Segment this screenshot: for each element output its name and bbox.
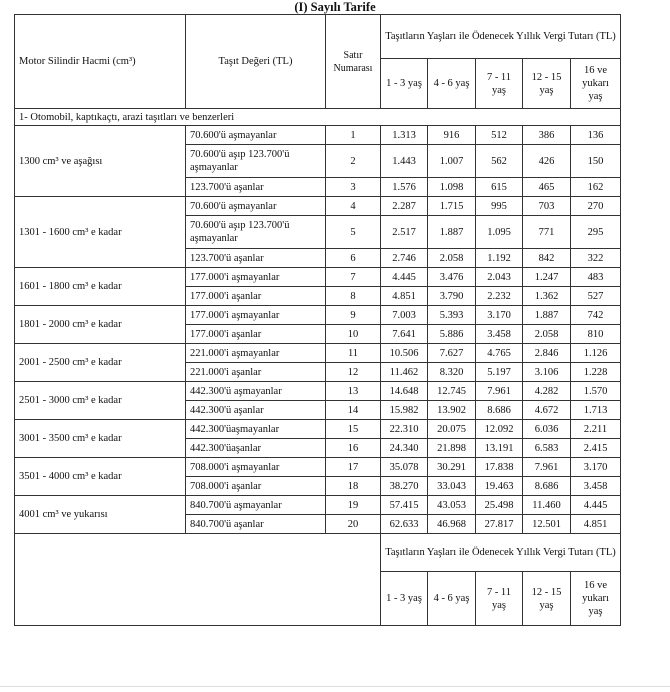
tax-amount-cell: 7.003 bbox=[381, 306, 428, 325]
row-number-cell: 1 bbox=[326, 126, 381, 145]
tax-amount-cell: 24.340 bbox=[381, 439, 428, 458]
tax-amount-cell: 1.570 bbox=[571, 382, 621, 401]
page-bottom-edge bbox=[0, 686, 670, 692]
tax-amount-cell: 386 bbox=[523, 126, 571, 145]
tax-amount-cell: 46.968 bbox=[428, 515, 476, 534]
row-number-cell: 18 bbox=[326, 477, 381, 496]
tax-amount-cell: 15.982 bbox=[381, 401, 428, 420]
tax-amount-cell: 4.672 bbox=[523, 401, 571, 420]
tax-amount-cell: 2.846 bbox=[523, 344, 571, 363]
tax-amount-cell: 4.851 bbox=[381, 287, 428, 306]
row-number-cell: 20 bbox=[326, 515, 381, 534]
footer-header-row-top bbox=[15, 534, 621, 572]
age-header: 16 ve yukarı yaş bbox=[571, 59, 621, 109]
tax-amount-cell: 615 bbox=[476, 178, 523, 197]
tax-amount-cell: 19.463 bbox=[476, 477, 523, 496]
tax-amount-cell: 7.627 bbox=[428, 344, 476, 363]
tax-amount-cell: 1.228 bbox=[571, 363, 621, 382]
tax-amount-cell: 13.902 bbox=[428, 401, 476, 420]
tax-amount-cell: 6.036 bbox=[523, 420, 571, 439]
tax-amount-cell: 3.106 bbox=[523, 363, 571, 382]
tax-amount-cell: 322 bbox=[571, 249, 621, 268]
tax-amount-cell: 1.713 bbox=[571, 401, 621, 420]
tax-amount-cell: 295 bbox=[571, 216, 621, 249]
footer-age-header: 1 - 3 yaş bbox=[381, 572, 428, 626]
table-row bbox=[15, 458, 621, 477]
tax-amount-cell: 150 bbox=[571, 145, 621, 178]
tax-amount-cell: 3.458 bbox=[571, 477, 621, 496]
tax-amount-cell: 1.095 bbox=[476, 216, 523, 249]
vehicle-value-cell: 221.000'i aşmayanlar bbox=[186, 344, 326, 363]
table-row bbox=[15, 197, 621, 216]
vehicle-value-cell: 177.000'i aşanlar bbox=[186, 325, 326, 344]
tax-amount-cell: 562 bbox=[476, 145, 523, 178]
tax-amount-cell: 1.126 bbox=[571, 344, 621, 363]
tax-amount-cell: 1.887 bbox=[428, 216, 476, 249]
row-number-cell: 5 bbox=[326, 216, 381, 249]
tax-amount-cell: 43.053 bbox=[428, 496, 476, 515]
tax-amount-cell: 6.583 bbox=[523, 439, 571, 458]
tax-amount-cell: 995 bbox=[476, 197, 523, 216]
vehicle-value-cell: 442.300'ü aşanlar bbox=[186, 401, 326, 420]
tax-amount-cell: 12.501 bbox=[523, 515, 571, 534]
vehicle-value-cell: 708.000'i aşanlar bbox=[186, 477, 326, 496]
tax-amount-cell: 8.686 bbox=[523, 477, 571, 496]
value-header: Taşıt Değeri (TL) bbox=[186, 15, 326, 109]
table-row bbox=[15, 496, 621, 515]
tax-amount-cell: 27.817 bbox=[476, 515, 523, 534]
tax-amount-cell: 136 bbox=[571, 126, 621, 145]
engine-volume-cell: 1801 - 2000 cm³ e kadar bbox=[15, 306, 186, 344]
vehicle-value-cell: 840.700'ü aşanlar bbox=[186, 515, 326, 534]
tax-amount-cell: 2.517 bbox=[381, 216, 428, 249]
tax-amount-cell: 2.232 bbox=[476, 287, 523, 306]
tax-amount-cell: 1.007 bbox=[428, 145, 476, 178]
vehicle-value-cell: 70.600'ü aşıp 123.700'ü aşmayanlar bbox=[186, 145, 326, 178]
tax-amount-cell: 4.282 bbox=[523, 382, 571, 401]
footer-age-header: 4 - 6 yaş bbox=[428, 572, 476, 626]
tax-amount-cell: 703 bbox=[523, 197, 571, 216]
tax-amount-cell: 11.462 bbox=[381, 363, 428, 382]
row-number-cell: 8 bbox=[326, 287, 381, 306]
tax-amount-cell: 1.313 bbox=[381, 126, 428, 145]
vehicle-value-cell: 442.300'üaşanlar bbox=[186, 439, 326, 458]
tariff-table bbox=[14, 14, 621, 626]
footer-age-header: 7 - 11 yaş bbox=[476, 572, 523, 626]
tax-amount-cell: 916 bbox=[428, 126, 476, 145]
row-number-cell: 11 bbox=[326, 344, 381, 363]
footer-blank-cell bbox=[15, 534, 381, 626]
vehicle-value-cell: 840.700'ü aşmayanlar bbox=[186, 496, 326, 515]
tax-amount-cell: 5.393 bbox=[428, 306, 476, 325]
motor-header: Motor Silindir Hacmi (cm³) bbox=[15, 15, 186, 109]
row-number-header: Satır Numarası bbox=[326, 15, 381, 109]
tax-amount-cell: 7.961 bbox=[476, 382, 523, 401]
tariff-title: (I) Sayılı Tarife bbox=[294, 0, 376, 14]
tax-amount-cell: 1.576 bbox=[381, 178, 428, 197]
tax-amount-cell: 842 bbox=[523, 249, 571, 268]
row-number-cell: 6 bbox=[326, 249, 381, 268]
tax-amount-cell: 1.192 bbox=[476, 249, 523, 268]
footer-age-header: 12 - 15 yaş bbox=[523, 572, 571, 626]
engine-volume-cell: 1601 - 1800 cm³ e kadar bbox=[15, 268, 186, 306]
tax-amount-cell: 35.078 bbox=[381, 458, 428, 477]
engine-volume-cell: 1301 - 1600 cm³ e kadar bbox=[15, 197, 186, 268]
tax-amount-cell: 21.898 bbox=[428, 439, 476, 458]
tax-amount-cell: 2.058 bbox=[428, 249, 476, 268]
tax-amount-cell: 12.092 bbox=[476, 420, 523, 439]
vehicle-value-cell: 177.000'i aşmayanlar bbox=[186, 306, 326, 325]
age-group-header: Taşıtların Yaşları ile Ödenecek Yıllık Vergi Tutarı (TL) bbox=[381, 15, 621, 59]
vehicle-value-cell: 123.700'ü aşanlar bbox=[186, 249, 326, 268]
tax-amount-cell: 512 bbox=[476, 126, 523, 145]
row-number-cell: 14 bbox=[326, 401, 381, 420]
tax-amount-cell: 38.270 bbox=[381, 477, 428, 496]
tax-amount-cell: 465 bbox=[523, 178, 571, 197]
table-row bbox=[15, 420, 621, 439]
tax-amount-cell: 2.043 bbox=[476, 268, 523, 287]
tax-amount-cell: 162 bbox=[571, 178, 621, 197]
vehicle-value-cell: 177.000'i aşanlar bbox=[186, 287, 326, 306]
tax-amount-cell: 62.633 bbox=[381, 515, 428, 534]
tax-amount-cell: 2.287 bbox=[381, 197, 428, 216]
tax-amount-cell: 2.746 bbox=[381, 249, 428, 268]
row-number-cell: 17 bbox=[326, 458, 381, 477]
row-number-cell: 13 bbox=[326, 382, 381, 401]
tax-amount-cell: 17.838 bbox=[476, 458, 523, 477]
tax-amount-cell: 8.686 bbox=[476, 401, 523, 420]
tax-amount-cell: 3.458 bbox=[476, 325, 523, 344]
vehicle-value-cell: 708.000'i aşmayanlar bbox=[186, 458, 326, 477]
category-row bbox=[15, 109, 621, 126]
table-row bbox=[15, 382, 621, 401]
tax-amount-cell: 7.961 bbox=[523, 458, 571, 477]
vehicle-value-cell: 70.600'ü aşıp 123.700'ü aşmayanlar bbox=[186, 216, 326, 249]
tax-amount-cell: 3.170 bbox=[571, 458, 621, 477]
tax-amount-cell: 4.765 bbox=[476, 344, 523, 363]
tax-amount-cell: 2.415 bbox=[571, 439, 621, 458]
vehicle-value-cell: 442.300'üaşmayanlar bbox=[186, 420, 326, 439]
age-header: 7 - 11 yaş bbox=[476, 59, 523, 109]
tax-amount-cell: 13.191 bbox=[476, 439, 523, 458]
tax-amount-cell: 2.211 bbox=[571, 420, 621, 439]
tax-amount-cell: 426 bbox=[523, 145, 571, 178]
tax-amount-cell: 11.460 bbox=[523, 496, 571, 515]
footer-age-header: 16 ve yukarı yaş bbox=[571, 572, 621, 626]
tax-amount-cell: 8.320 bbox=[428, 363, 476, 382]
row-number-cell: 10 bbox=[326, 325, 381, 344]
tax-amount-cell: 20.075 bbox=[428, 420, 476, 439]
tax-amount-cell: 12.745 bbox=[428, 382, 476, 401]
engine-volume-cell: 4001 cm³ ve yukarısı bbox=[15, 496, 186, 534]
vehicle-value-cell: 70.600'ü aşmayanlar bbox=[186, 197, 326, 216]
tax-amount-cell: 4.445 bbox=[381, 268, 428, 287]
tax-amount-cell: 810 bbox=[571, 325, 621, 344]
age-header: 12 - 15 yaş bbox=[523, 59, 571, 109]
tax-amount-cell: 3.476 bbox=[428, 268, 476, 287]
table-row bbox=[15, 344, 621, 363]
tax-amount-cell: 30.291 bbox=[428, 458, 476, 477]
tax-amount-cell: 10.506 bbox=[381, 344, 428, 363]
tax-amount-cell: 25.498 bbox=[476, 496, 523, 515]
tax-amount-cell: 483 bbox=[571, 268, 621, 287]
row-number-cell: 9 bbox=[326, 306, 381, 325]
tax-amount-cell: 1.247 bbox=[523, 268, 571, 287]
header-row-top bbox=[15, 15, 621, 59]
tax-amount-cell: 270 bbox=[571, 197, 621, 216]
tax-amount-cell: 2.058 bbox=[523, 325, 571, 344]
age-header: 4 - 6 yaş bbox=[428, 59, 476, 109]
engine-volume-cell: 2501 - 3000 cm³ e kadar bbox=[15, 382, 186, 420]
tax-amount-cell: 57.415 bbox=[381, 496, 428, 515]
tax-amount-cell: 4.851 bbox=[571, 515, 621, 534]
row-number-cell: 15 bbox=[326, 420, 381, 439]
row-number-cell: 19 bbox=[326, 496, 381, 515]
row-number-cell: 7 bbox=[326, 268, 381, 287]
row-number-cell: 16 bbox=[326, 439, 381, 458]
tax-amount-cell: 33.043 bbox=[428, 477, 476, 496]
table-row bbox=[15, 126, 621, 145]
tax-amount-cell: 1.443 bbox=[381, 145, 428, 178]
vehicle-value-cell: 442.300'ü aşmayanlar bbox=[186, 382, 326, 401]
tax-amount-cell: 1.362 bbox=[523, 287, 571, 306]
tax-amount-cell: 1.098 bbox=[428, 178, 476, 197]
tax-amount-cell: 3.790 bbox=[428, 287, 476, 306]
table-row bbox=[15, 268, 621, 287]
tax-amount-cell: 5.197 bbox=[476, 363, 523, 382]
engine-volume-cell: 1300 cm³ ve aşağısı bbox=[15, 126, 186, 197]
vehicle-value-cell: 123.700'ü aşanlar bbox=[186, 178, 326, 197]
category-label: 1- Otomobil, kaptıkaçtı, arazi taşıtları ve benzerleri bbox=[15, 109, 621, 126]
tax-amount-cell: 3.170 bbox=[476, 306, 523, 325]
row-number-cell: 2 bbox=[326, 145, 381, 178]
row-number-cell: 3 bbox=[326, 178, 381, 197]
tax-amount-cell: 1.715 bbox=[428, 197, 476, 216]
tax-amount-cell: 7.641 bbox=[381, 325, 428, 344]
vehicle-value-cell: 221.000'i aşanlar bbox=[186, 363, 326, 382]
vehicle-value-cell: 70.600'ü aşmayanlar bbox=[186, 126, 326, 145]
tax-amount-cell: 527 bbox=[571, 287, 621, 306]
tax-amount-cell: 5.886 bbox=[428, 325, 476, 344]
tax-amount-cell: 742 bbox=[571, 306, 621, 325]
tax-amount-cell: 771 bbox=[523, 216, 571, 249]
tax-amount-cell: 22.310 bbox=[381, 420, 428, 439]
engine-volume-cell: 2001 - 2500 cm³ e kadar bbox=[15, 344, 186, 382]
engine-volume-cell: 3001 - 3500 cm³ e kadar bbox=[15, 420, 186, 458]
tax-amount-cell: 1.887 bbox=[523, 306, 571, 325]
row-number-cell: 4 bbox=[326, 197, 381, 216]
age-header: 1 - 3 yaş bbox=[381, 59, 428, 109]
vehicle-value-cell: 177.000'i aşmayanlar bbox=[186, 268, 326, 287]
table-row bbox=[15, 306, 621, 325]
footer-age-group-header: Taşıtların Yaşları ile Ödenecek Yıllık Vergi Tutarı (TL) bbox=[381, 534, 621, 572]
engine-volume-cell: 3501 - 4000 cm³ e kadar bbox=[15, 458, 186, 496]
tax-amount-cell: 14.648 bbox=[381, 382, 428, 401]
row-number-cell: 12 bbox=[326, 363, 381, 382]
tax-amount-cell: 4.445 bbox=[571, 496, 621, 515]
